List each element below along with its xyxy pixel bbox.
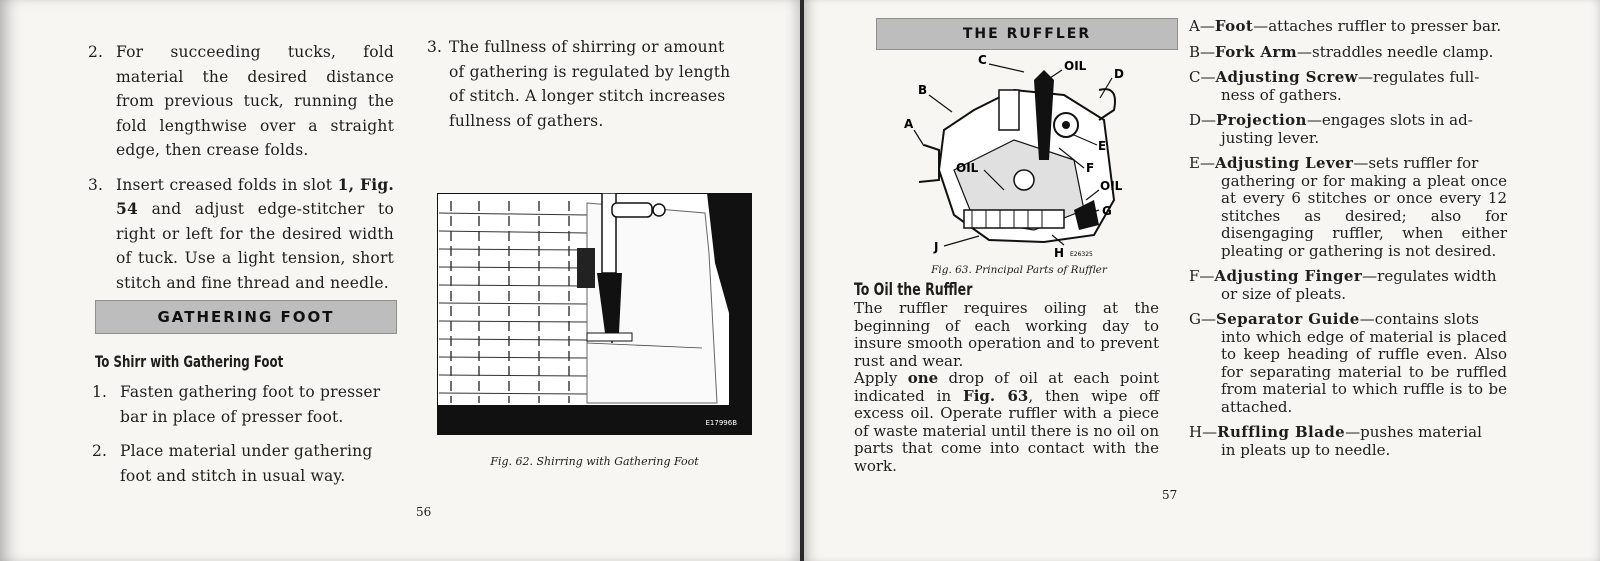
label-g: G — [1102, 204, 1112, 218]
part-letter: F— — [1189, 267, 1215, 285]
page-number: 56 — [416, 505, 432, 519]
step-text: For succeeding tucks, fold material the desired distance from previous tuck, running the fold lengthwise over a straight edge, then crease folds. — [116, 43, 394, 159]
label-b: B — [918, 83, 928, 97]
page-number: 57 — [1162, 488, 1178, 502]
part-desc-cont: into which edge of material is placed to keep heading of ruffle even. Also for separating material to be ruffled from material to which ruffle is to be attached. — [1221, 327, 1507, 416]
part-desc: —regulates width — [1362, 267, 1497, 285]
label-oil-left: OIL — [956, 161, 979, 175]
label-f: F — [1086, 161, 1095, 175]
label-e: E — [1098, 139, 1107, 153]
part-letter: A— — [1189, 17, 1215, 35]
part-letter: H— — [1189, 423, 1218, 441]
label-oil-right: OIL — [1100, 179, 1123, 193]
step-text — [116, 173, 394, 296]
ruffler-parts-diagram — [894, 50, 1144, 262]
oil-text-bold: one — [907, 369, 939, 387]
step-text: Fasten gathering foot to presser bar in place of presser foot. — [120, 383, 381, 426]
step-number: 2. — [92, 442, 108, 460]
oil-heading: To Oil the Ruffler — [854, 280, 973, 300]
ruffler-banner: THE RUFFLER — [876, 18, 1178, 50]
label-c: C — [978, 53, 987, 67]
step-3 — [427, 35, 745, 133]
step-number: 1. — [92, 383, 108, 401]
part-item-d — [1189, 112, 1507, 147]
label-a: A — [904, 117, 914, 131]
part-name: Separator Guide — [1215, 310, 1360, 328]
step-text: Place material under gathering foot and stitch in usual way. — [120, 442, 373, 485]
label-oil-top: OIL — [1064, 59, 1087, 73]
oil-text-bold: Fig. 63 — [963, 386, 1029, 405]
gathering-foot-banner: GATHERING FOOT — [95, 300, 397, 334]
fig63-code: E26325 — [1070, 251, 1093, 258]
step-number: 2. — [88, 43, 104, 61]
tucks-steps — [88, 40, 394, 295]
part-item-g — [1189, 311, 1507, 416]
part-desc-cont: justing lever. — [1221, 128, 1320, 147]
list-item — [88, 173, 394, 296]
shirr-steps — [92, 380, 404, 488]
step-text-part: and adjust edge-stitcher to right or left for the desired width of tuck. Use a light tension, short stitch and fine thread and needle. — [116, 200, 394, 292]
part-desc-cont: or size of pleats. — [1221, 284, 1347, 303]
oil-paragraph-1: The ruffler requires oiling at the beginning of each working day to insure smooth operation and to prevent rust and wear. — [854, 299, 1159, 370]
part-item-f — [1189, 268, 1507, 303]
part-letter: D— — [1189, 111, 1217, 129]
part-name: Fork Arm — [1215, 42, 1297, 61]
part-name: Foot — [1214, 17, 1254, 35]
part-desc-cont: gathering or for making a pleat once at every 6 stitches or once every 12 stitches as desired; also for disengaging ruffler, when either pleating or gathering is not desired. — [1221, 171, 1507, 260]
part-desc: —sets ruffler for — [1353, 154, 1479, 172]
fig62-code: E17996B — [705, 419, 737, 427]
part-item-h — [1189, 424, 1507, 459]
label-j: J — [934, 240, 939, 254]
part-desc: —engages slots in ad- — [1306, 111, 1473, 129]
part-name: Adjusting Finger — [1214, 267, 1363, 285]
fig62-illustration — [437, 193, 752, 435]
part-desc: —pushes material — [1345, 423, 1482, 441]
oil-text-part: , then wipe off excess oil. Operate ruffler with a piece of waste material until there is no oil on parts that come into contact with the work. — [854, 386, 1159, 475]
shirr-heading: To Shirr with Gathering Foot — [95, 352, 284, 371]
part-letter: G— — [1189, 310, 1216, 328]
step-text-part: Insert creased folds in slot — [116, 175, 338, 194]
part-item-c — [1189, 69, 1507, 104]
step-text: The fullness of shirring or amount of gathering is regulated by length of stitch. A longer stitch increases fullness of gathers. — [449, 38, 731, 130]
step-text-bold: 1, Fig. 54 — [116, 174, 394, 218]
part-item-e — [1189, 155, 1507, 260]
part-item-a — [1189, 18, 1507, 36]
label-d: D — [1114, 67, 1124, 81]
part-name: Projection — [1216, 111, 1307, 129]
part-name: Adjusting Screw — [1215, 68, 1358, 86]
fig63-caption: Fig. 63. Principal Parts of Ruffler — [931, 264, 1107, 276]
part-desc-cont: in pleats up to needle. — [1221, 440, 1391, 459]
oil-text-part: Apply — [854, 369, 908, 387]
part-name: Ruffling Blade — [1217, 423, 1346, 441]
list-item — [92, 380, 404, 429]
part-desc: —straddles needle clamp. — [1297, 42, 1494, 61]
part-desc: —attaches ruffler to presser bar. — [1253, 17, 1502, 35]
fig62-caption: Fig. 62. Shirring with Gathering Foot — [490, 455, 699, 468]
part-item-b — [1189, 44, 1507, 62]
part-desc: —contains slots — [1359, 310, 1479, 328]
oil-text-part: drop of oil at each point indicated in — [854, 369, 1159, 405]
part-name: Adjusting Lever — [1214, 154, 1354, 172]
oil-paragraph-2 — [854, 370, 1159, 475]
step-number: 3. — [427, 38, 443, 56]
part-desc-cont: ness of gathers. — [1221, 85, 1342, 104]
part-desc: —regulates full- — [1357, 68, 1480, 86]
step-number: 3. — [88, 175, 104, 194]
shirring-illustration — [437, 193, 752, 435]
right-page — [804, 0, 1600, 561]
part-letter: E— — [1189, 154, 1215, 172]
list-item — [88, 40, 394, 163]
fig63-illustration — [894, 50, 1144, 262]
parts-list — [1189, 18, 1507, 467]
list-item — [92, 439, 404, 488]
part-letter: B— — [1189, 42, 1216, 61]
label-h: H — [1054, 246, 1065, 260]
part-letter: C— — [1189, 68, 1216, 86]
